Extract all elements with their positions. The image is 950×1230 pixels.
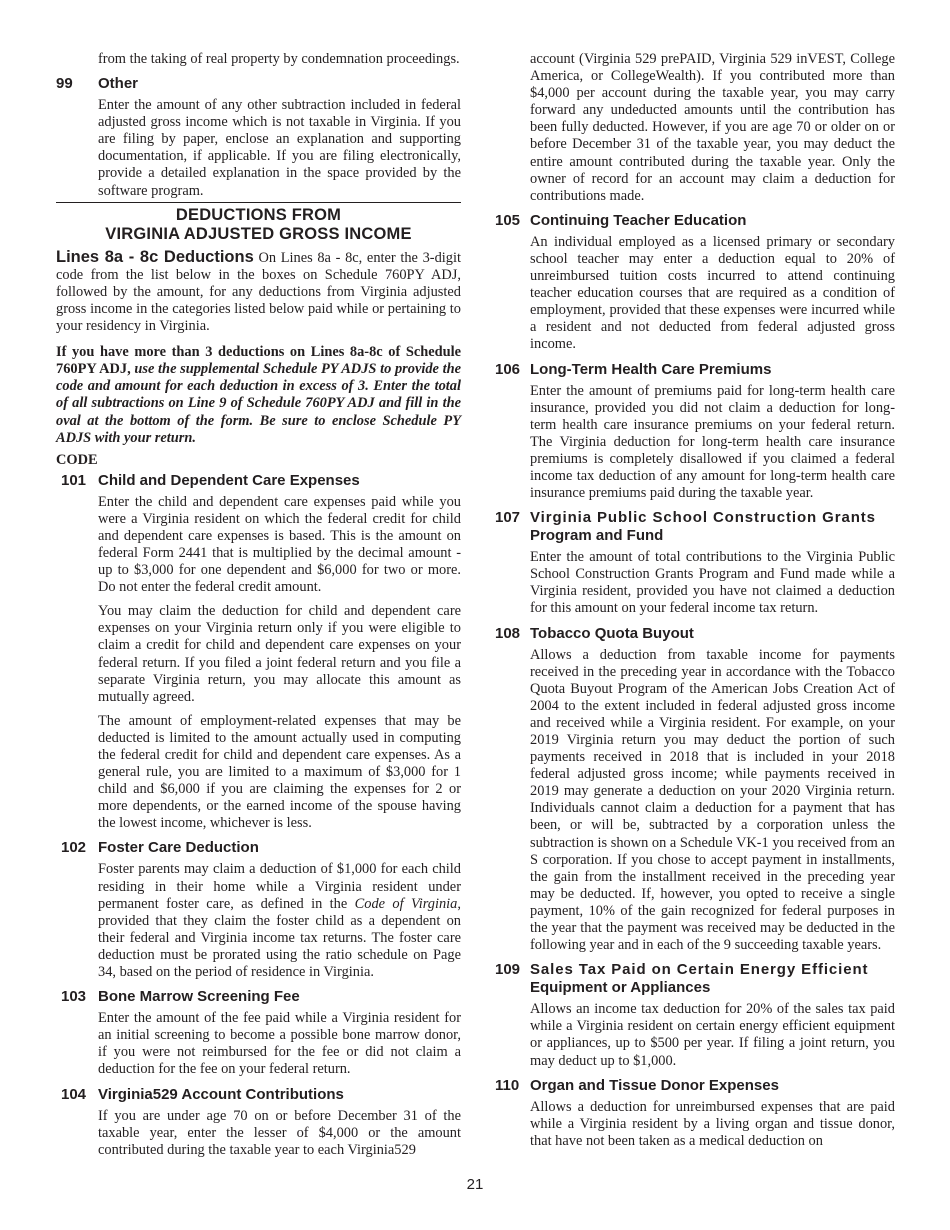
item-102-text-end: , provided that they claim the foster child as a dependent on their federal and Virginia income tax returns. The foster care deduction must be prorated using the ratio schedule on Page 34, based on the period of residence in Virginia. bbox=[98, 895, 461, 981]
right-column bbox=[495, 51, 895, 1157]
section-divider bbox=[56, 202, 461, 203]
lines-8a-8c-label: Lines 8a - 8c Deductions bbox=[56, 247, 254, 266]
left-column bbox=[56, 51, 461, 1166]
item-102-text bbox=[98, 861, 461, 981]
item-103-title: Bone Marrow Screening Fee bbox=[98, 988, 300, 1006]
item-101-title: Child and Dependent Care Expenses bbox=[98, 471, 360, 489]
item-102-code-of-virginia: Code of Virginia bbox=[354, 895, 458, 912]
page-number: 21 bbox=[466, 1176, 484, 1193]
section-title-line-2: VIRGINIA ADJUSTED GROSS INCOME bbox=[105, 224, 412, 243]
item-107-title-line-1: Virginia Public School Construction Grants bbox=[530, 509, 876, 527]
code-label: CODE bbox=[56, 451, 98, 468]
item-110-heading bbox=[495, 1077, 895, 1095]
item-108-text: Allows a deduction from taxable income for payments received in the preceding year in accordance with the Tobacco Quota Buyout Program of the American Jobs Creation Act of 2004 to the extent included in federal adjusted gross income and received while a Virginia resident. For example, on your 2019 Virginia return you may deduct the portion of such payments received in 2018 that is included in your 2018 federal adjusted gross income; while payments received in 2019 may generate a deduction on your 2020 Virginia return. Individuals cannot claim a deduction for a payment that has been, or will be, subtracted by a corporation unless the subtraction is shown on a Schedule VK-1 you received from an S corporation. If you chose to accept payment in installments, the gain from the installment received in the preceding year may be deducted. If, however, you opted to receive a single payment, 10% of the gain recognized for federal purposes in the year that the payment was received may be deducted in the following year and in each of the 9 succeeding taxable years. bbox=[530, 646, 896, 954]
item-107-code: 107 bbox=[495, 509, 521, 527]
item-107-title-line-2: Program and Fund bbox=[530, 527, 664, 545]
item-106-text: Enter the amount of premiums paid for long-term health care insurance, provided you did not claim a deduction for long-term health care insurance premiums on your federal return. The Virginia deduction for long-term health care insurance premiums is completely disallowed if you claimed a federal income tax deduction of any amount for long-term health care insurance premiums paid during the taxable year. bbox=[530, 382, 895, 502]
item-102-text-start: Foster parents may claim a deduction of $1,000 for each child residing in their home while a Virginia resident under permanent foster care, as defined in the bbox=[98, 861, 461, 912]
item-110-code: 110 bbox=[495, 1076, 520, 1094]
item-108-title: Tobacco Quota Buyout bbox=[530, 624, 694, 642]
item-108-code: 108 bbox=[495, 624, 521, 642]
item-109-title-line-1: Sales Tax Paid on Certain Energy Efficient bbox=[530, 961, 869, 979]
item-103-text: Enter the amount of the fee paid while a Virginia resident for an initial screening to become a possible bone marrow donor, if you were not reimbursed for the fee or did not claim a deduction for the fee on your federal return. bbox=[98, 1010, 461, 1078]
item-108-heading bbox=[495, 625, 895, 643]
item-101-heading bbox=[56, 472, 461, 490]
supplemental-note-italic: use the supplemental Schedule PY ADJS to provide the code and amount for each deduction in excess of 3. Enter the total of all subtractions on Line 9 of Schedule 760PY ADJ and fill in the oval at the bottom of the form. Be sure to enclose Schedule PY ADJS with your return. bbox=[56, 361, 461, 446]
item-107-heading bbox=[495, 509, 895, 545]
item-101-code: 101 bbox=[61, 471, 87, 489]
item-99-text: Enter the amount of any other subtraction included in federal adjusted gross income which is not taxable in Virginia. If you are filing by paper, enclose an explanation and supporting documentation, if applicable. If you are filing electronically, provide a detailed explanation in the space provided by the software program. bbox=[98, 97, 461, 199]
item-106-code: 106 bbox=[495, 360, 521, 378]
item-102-heading bbox=[56, 839, 461, 857]
item-101-text-2: You may claim the deduction for child and dependent care expenses on your Virginia return only if you were eligible to claim a credit for child and dependent care expenses on your federal return. If you filed a joint federal return and you file a separate Virginia return, you may allocate this amount as mutually agreed. bbox=[98, 603, 461, 705]
item-101-text-3: The amount of employment-related expenses that may be deducted is limited to the amount actually used in computing the federal credit for child and dependent care expenses. As a general rule, you are limited to a maximum of $3,000 for 1 child and $6,000 if you are claiming the expenses for 2 or more dependents, or the earned income of the spouse having the lowest income, whichever is less. bbox=[98, 712, 461, 832]
supplemental-schedule-note bbox=[56, 344, 461, 447]
item-105-code: 105 bbox=[495, 211, 521, 229]
item-99-code: 99 bbox=[56, 75, 73, 93]
item-99-title: Other bbox=[98, 75, 139, 93]
item-102-code: 102 bbox=[61, 839, 87, 857]
item-104-code: 104 bbox=[61, 1085, 87, 1103]
item-105-title: Continuing Teacher Education bbox=[530, 211, 747, 229]
supplemental-note-lead: If you have more than 3 deductions on Lines 8a-8c of Schedule 760PY ADJ, bbox=[56, 344, 461, 378]
item-110-title: Organ and Tissue Donor Expenses bbox=[530, 1076, 779, 1094]
item-99-heading bbox=[56, 75, 461, 93]
item-104-title: Virginia529 Account Contributions bbox=[98, 1085, 344, 1103]
item-106-heading bbox=[495, 361, 895, 379]
item-104-continuation: account (Virginia 529 prePAID, Virginia 529 inVEST, College America, or CollegeWealth). If you contributed more than $4,000 per account during the taxable year, you may carry forward any undeducted amounts until the contribution has been fully deducted. However, if you are age 70 or older on or before December 31 of the taxable year, you may deduct the entire amount contributed during the taxable year. Only the owner of record for an account may claim a deduction for contributions made. bbox=[530, 51, 895, 204]
item-109-text: Allows an income tax deduction for 20% of the sales tax paid while a Virginia resident on certain energy efficient equipment or appliances, up to $500 per year. If filing a joint return, you may deduct up to $1,000. bbox=[530, 1001, 895, 1069]
item-106-title: Long-Term Health Care Premiums bbox=[530, 360, 772, 378]
item-109-heading bbox=[495, 961, 895, 997]
section-title bbox=[56, 206, 461, 244]
item-102-title: Foster Care Deduction bbox=[98, 839, 259, 857]
item-105-text: An individual employed as a licensed primary or secondary school teacher may enter a deduction equal to 20% of unreimbursed tuition costs incurred to attend continuing teacher education courses that are required as a condition of employment, provided that these expenses were incurred while a resident and not deducted from federal adjusted gross income. bbox=[530, 233, 895, 353]
item-104-text: If you are under age 70 on or before December 31 of the taxable year, enter the lesser of $4,000 or the amount contributed during the taxable year to each Virginia529 bbox=[98, 1107, 461, 1158]
item-107-text: Enter the amount of total contributions to the Virginia Public School Construction Grants Program and Fund made while a Virginia resident, provided you have not claimed a deduction for this amount on your federal income tax return. bbox=[530, 549, 895, 617]
item-110-text: Allows a deduction for unreimbursed expenses that are paid while a Virginia resident by a living organ and tissue donor, that have not been taken as a medical deduction on bbox=[530, 1098, 895, 1149]
item-103-code: 103 bbox=[61, 988, 87, 1006]
item-103-heading bbox=[56, 988, 461, 1006]
lines-8a-8c-paragraph bbox=[56, 249, 461, 335]
item-107-title bbox=[530, 509, 895, 545]
intro-continuation: from the taking of real property by condemnation proceedings. bbox=[98, 51, 460, 67]
item-109-title bbox=[530, 961, 895, 997]
item-109-code: 109 bbox=[495, 961, 521, 979]
section-title-line-1: DEDUCTIONS FROM bbox=[175, 205, 342, 224]
item-105-heading bbox=[495, 212, 895, 230]
item-104-heading bbox=[56, 1086, 461, 1104]
item-109-title-line-2: Equipment or Appliances bbox=[530, 979, 711, 997]
item-101-text-1: Enter the child and dependent care expenses paid while you were a Virginia resident on which the federal credit for child and dependent care expenses is based. This is the amount on federal Form 2441 that is multiplied by the decimal amount - up to $3,000 for one dependent and $6,000 for two or more. Do not enter the federal credit amount. bbox=[98, 493, 461, 596]
lines-8a-8c-text: On Lines 8a - 8c, enter the 3-digit code from the list below in the boxes on Schedule 760PY ADJ, followed by the amount, for any deductions from Virginia adjusted gross income in the categories listed below paid while or pertaining to your residency in Virginia. bbox=[56, 249, 461, 335]
